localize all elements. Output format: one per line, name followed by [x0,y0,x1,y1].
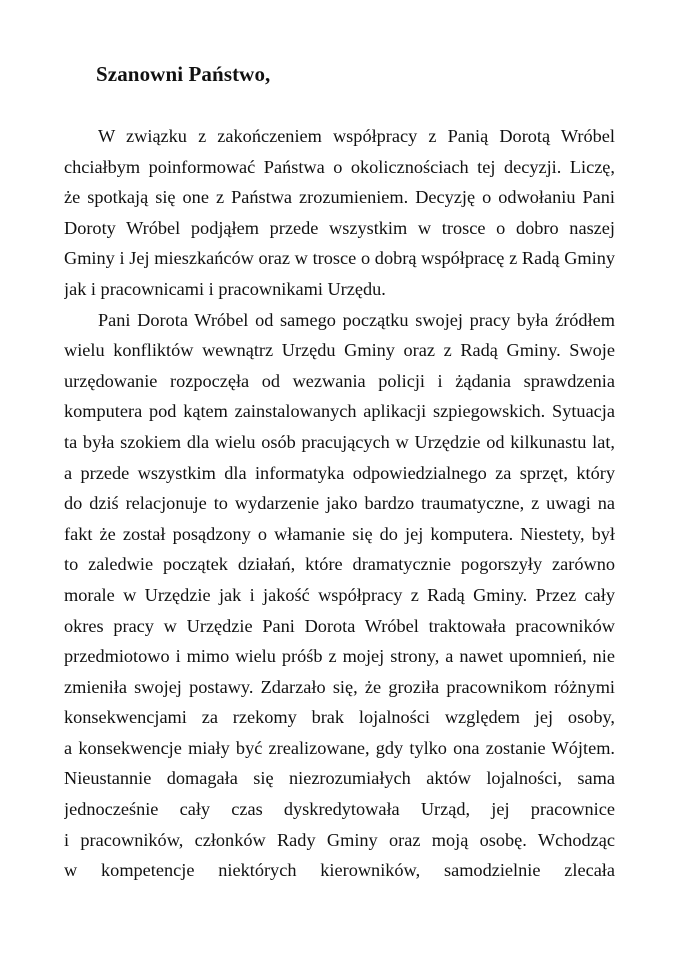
text-line: zmieniła swojej postawy. Zdarzało się, że groziła pracownikom różnymi [64,676,615,697]
text-line: okres pracy w Urzędzie Pani Dorota Wróbel traktowała pracowników [64,615,615,636]
text-line: Gminy i Jej mieszkańców oraz w trosce o dobrą współpracę z Radą Gminy [64,248,615,269]
text-line: chciałbym poinformować Państwa o okolicznościach tej decyzji. Liczę, [64,156,615,177]
text-line: a konsekwencje miały być zrealizowane, gdy tylko ona zostanie Wójtem. [64,737,615,758]
text-line: W związku z zakończeniem współpracy z Panią Dorotą Wróbel [98,126,615,146]
letter-greeting: Szanowni Państwo, [96,62,271,86]
text-line: Doroty Wróbel podjąłem przede wszystkim w trosce o dobro naszej [64,217,615,238]
text-line: przedmiotowo i mimo wielu próśb z mojej strony, a nawet upomnień, nie [64,646,615,667]
text-line: wielu konfliktów wewnątrz Urzędu Gminy oraz z Radą Gminy. Swoje [64,340,615,361]
text-line: fakt że został posądzony o włamanie się do jej komputera. Niestety, był [64,523,615,544]
text-line: jednocześnie cały czas dyskredytowała Urząd, jej pracownice [64,799,615,820]
text-line: Nieustannie domagała się niezrozumiałych aktów lojalności, sama [64,768,615,789]
text-line: że spotkają się one z Państwa zrozumieniem. Decyzję o odwołaniu Pani [64,187,615,208]
text-line: a przede wszystkim dla informatyka odpowiedzialnego za sprzęt, który [64,462,615,483]
text-line: konsekwencjami za rzekomy brak lojalności względem jej osoby, [64,707,615,728]
text-line: urzędowanie rozpoczęła od wezwania policji i żądania sprawdzenia [64,370,615,391]
text-line: i pracowników, członków Rady Gminy oraz moją osobę. Wchodząc [64,829,615,850]
paragraph-2 [64,305,615,886]
letter-body [64,121,615,886]
text-line: w kompetencje niektórych kierowników, samodzielnie zlecała [64,860,615,881]
text-line: ta była szokiem dla wielu osób pracujących w Urzędzie od kilkunastu lat, [64,431,615,452]
paragraph-1 [64,121,615,305]
text-line: komputera pod kątem zainstalowanych aplikacji szpiegowskich. Sytuacja [64,401,615,422]
text-line: Pani Dorota Wróbel od samego początku swojej pracy była źródłem [98,309,615,330]
text-line: jak i pracownicami i pracownikami Urzędu. [64,278,386,299]
text-line: morale w Urzędzie jak i jakość współpracy z Radą Gminy. Przez cały [64,584,615,605]
text-line: to zaledwie początek działań, które dramatycznie pogorszyły zarówno [64,554,615,575]
text-line: do dziś relacjonuje to wydarzenie jako bardzo traumatyczne, z uwagi na [64,493,615,514]
